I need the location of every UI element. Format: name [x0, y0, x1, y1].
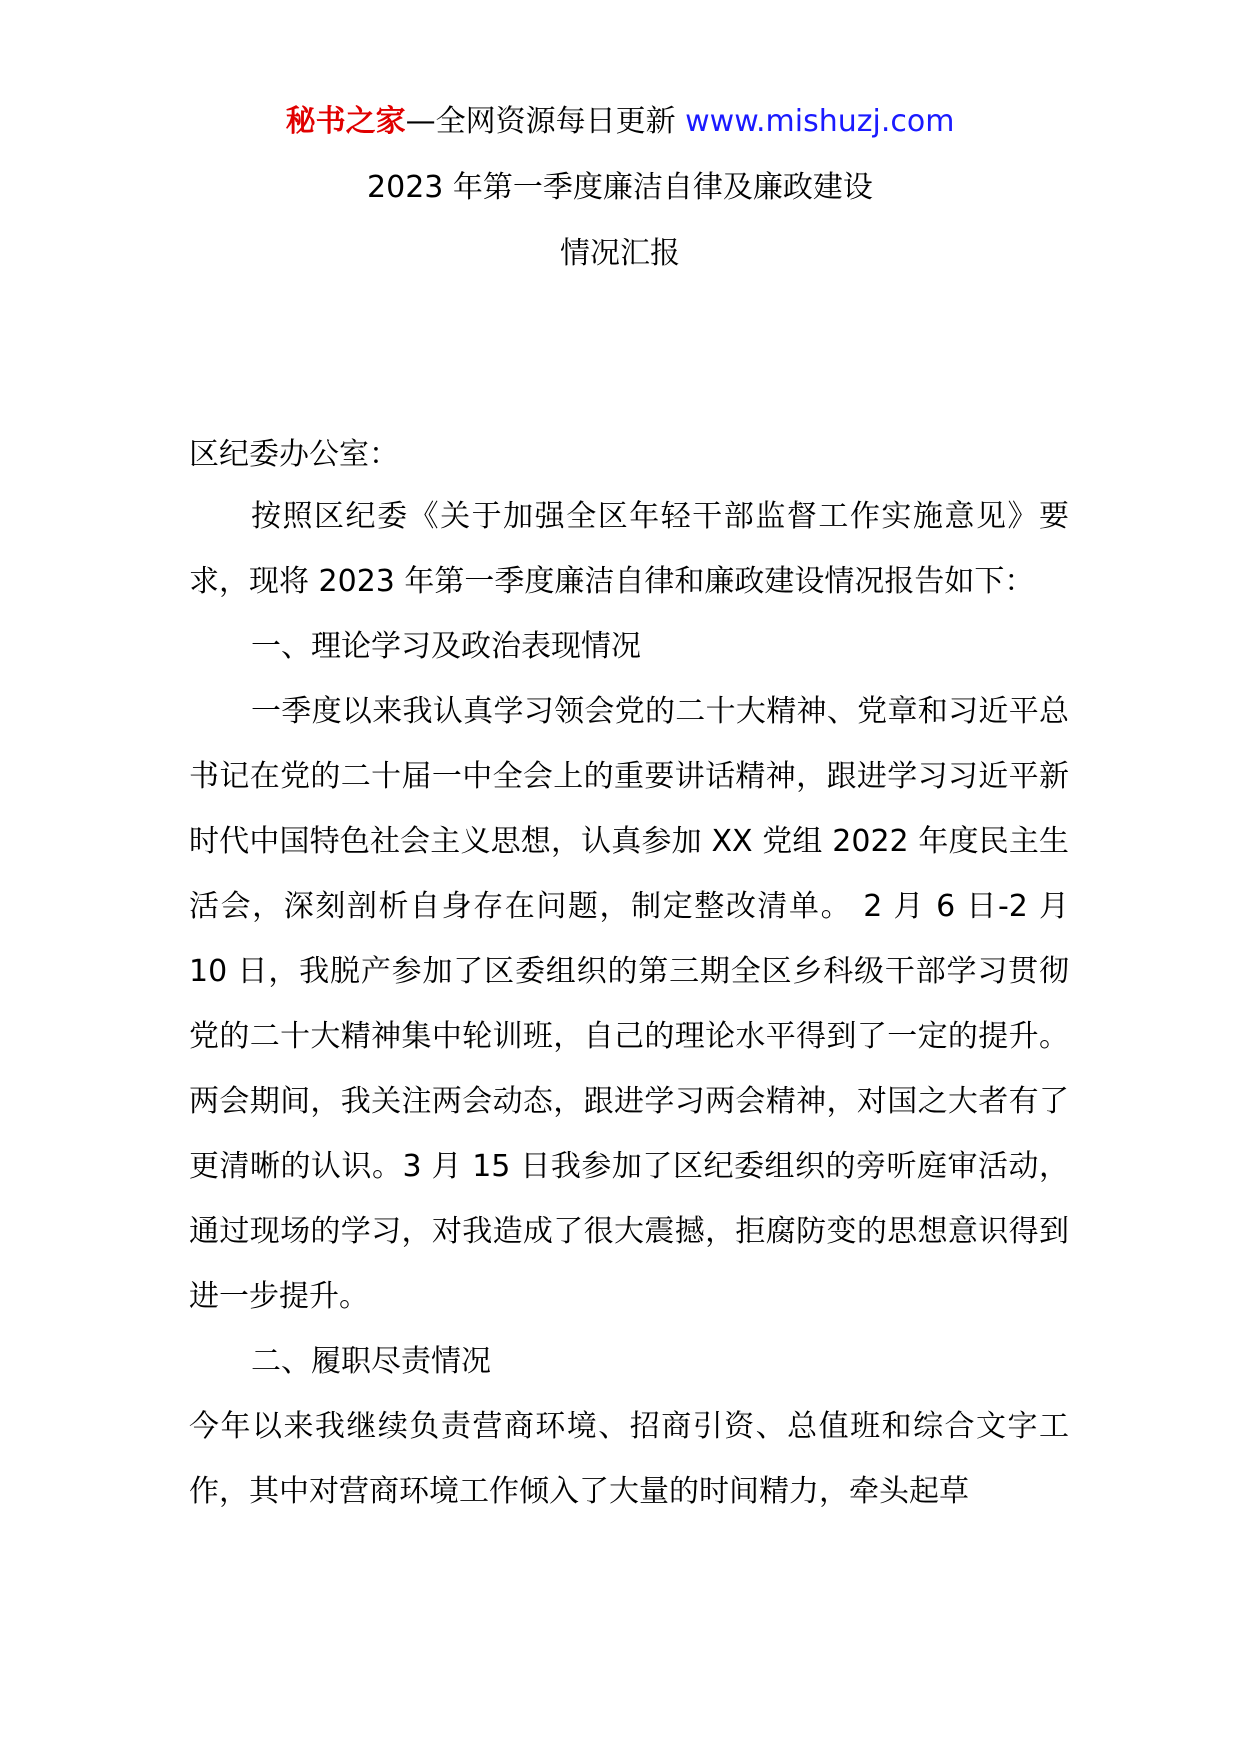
document-title-line-1: 2023 年第一季度廉洁自律及廉政建设: [367, 170, 873, 205]
section-heading-1: 一、理论学习及政治表现情况: [251, 629, 641, 664]
brand-name: 秘书之家: [285, 104, 406, 139]
document-title-line-2: 情况汇报: [560, 236, 680, 271]
section-body-2: 今年以来我继续负责营商环境、招商引资、总值班和综合文字工作，其中对营商环境工作倾入了大量的时间精力，牵头起草: [189, 1409, 1069, 1509]
site-url-link[interactable]: www.mishuzj.com: [685, 104, 955, 139]
section-heading-2: 二、履职尽责情况: [251, 1344, 491, 1379]
section-body-1: 一季度以来我认真学习领会党的二十大精神、党章和习近平总书记在党的二十届一中全会上的重要讲话精神，跟进学习习近平新时代中国特色社会主义思想，认真参加 XX 党组 2022 年度民主生活会，深刻剖析自身存在问题，制定整改清单。 2 月 6 日-2 月 10 日，我脱产参加了区委组织的第三期全区乡科级干部学习贯彻党的二十大精神集中轮训班，自己的理论水平得到了一定的提升。两会期间，我关注两会动态，跟进学习两会精神，对国之大者有了更清晰的认识。3 月 15 日我参加了区纪委组织的旁听庭审活动，通过现场的学习，对我造成了很大震撼，拒腐防变的思想意识得到进一步提升。: [189, 694, 1069, 1314]
addressee: 区纪委办公室：: [189, 437, 399, 472]
header-tagline: —全网资源每日更新: [405, 104, 686, 139]
document-body: [189, 484, 1069, 1524]
intro-paragraph: 按照区纪委《关于加强全区年轻干部监督工作实施意见》要求，现将 2023 年第一季度廉洁自律和廉政建设情况报告如下：: [189, 499, 1069, 599]
site-header: [0, 100, 1240, 144]
